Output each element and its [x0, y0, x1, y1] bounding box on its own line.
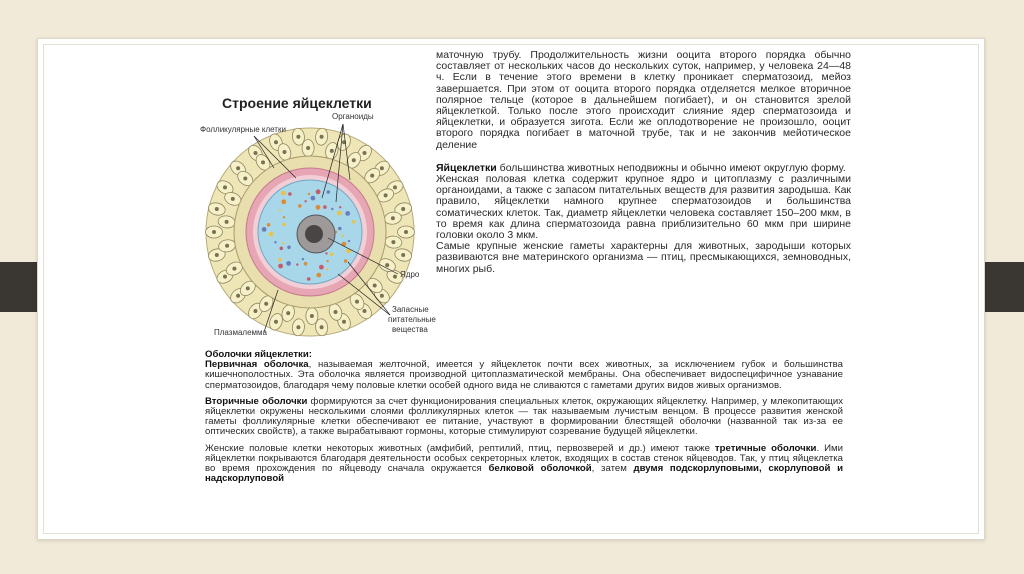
- yolk-granule: [326, 260, 328, 262]
- label-organoids: Органоиды: [332, 112, 374, 121]
- yolk-granule: [338, 227, 342, 231]
- follicle-cell-nucleus: [306, 146, 310, 150]
- yolk-granule: [286, 261, 291, 266]
- follicle-cell-nucleus: [352, 158, 356, 162]
- follicle-cell-nucleus: [401, 207, 405, 211]
- label-nucleus: Ядро: [400, 270, 420, 279]
- yolk-granule: [330, 252, 334, 256]
- yolk-granule: [342, 235, 344, 237]
- secondary-membranes-text: формируются за счет функционирования специальных клеток, окружающих яйцеклетку. Например, у млекопитающих яйцеклетки окружены несколькими слоями фолликулярных клеток — так называемым лучистым венцом. В процессе развития женской гаметы фолликулярные клетки обеспечивают ее питание, участвуют в формировании блестящей оболочки (названной так из-за ее оптических свойств), а также вырабатывают гормоны, которые стимулируют созревание будущей яйцеклетки.: [205, 395, 843, 438]
- yolk-granule: [352, 220, 356, 224]
- follicle-cell-nucleus: [385, 263, 389, 267]
- follicle-cell-nucleus: [223, 185, 227, 189]
- egg-cell-diagram: [178, 50, 436, 350]
- term-protein-membrane: белковой оболочкой: [488, 463, 592, 475]
- follicle-cell-nucleus: [380, 294, 384, 298]
- primary-membrane-text: , называемая желточной, имеется у яйцеклеток почти всех животных, за исключением губок и большинства кишечнополостных. Эта оболочка является производной цитоплазматической мембраны. Она обеспечивает видоспецифичное узнавание сперматозоидов, благодаря чему половые клетки особей одного вида не сливаются с гаметами других видов живых организмов.: [205, 359, 843, 391]
- follicle-cell-nucleus: [286, 311, 290, 315]
- tertiary-mid2-text: , затем: [591, 463, 634, 475]
- paragraph-large-gametes: Самые крупные женские гаметы характерны для животных, зародыши которых развиваются вне материнского организма — птиц, пресмыкающихся, земноводных, многих рыб.: [436, 240, 851, 275]
- follicle-cell-nucleus: [393, 275, 397, 279]
- yolk-granule: [319, 265, 324, 270]
- paragraph-secondary-membranes: [205, 397, 843, 438]
- follicle-cell-nucleus: [231, 197, 235, 201]
- yolk-granule: [307, 277, 311, 281]
- follicle-cell-nucleus: [254, 151, 258, 155]
- yolk-granule: [311, 196, 316, 201]
- yolk-granule: [278, 258, 282, 262]
- follicle-cell-nucleus: [355, 300, 359, 304]
- follicle-cell-nucleus: [215, 253, 219, 257]
- follicle-cell-nucleus: [373, 284, 377, 288]
- paragraph-primary-membrane: [205, 360, 843, 391]
- figure-title: Строение яйцеклетки: [222, 95, 372, 111]
- yolk-granule: [323, 205, 327, 209]
- follicle-cell-nucleus: [225, 220, 229, 224]
- follicle-cell-nucleus: [261, 160, 265, 164]
- textbook-page: [178, 50, 858, 512]
- follicle-cell-nucleus: [384, 193, 388, 197]
- label-plasmalemma: Плазмалемма: [214, 328, 267, 337]
- yolk-granule: [304, 200, 306, 202]
- yolk-granule: [281, 191, 286, 196]
- follicle-cell-nucleus: [330, 149, 334, 153]
- follicle-cell-nucleus: [243, 177, 247, 181]
- yolk-granule: [308, 193, 310, 195]
- follicle-cell-nucleus: [380, 166, 384, 170]
- follicle-cell-nucleus: [334, 310, 338, 314]
- follicle-cell-nucleus: [215, 207, 219, 211]
- yolk-granule: [302, 258, 304, 260]
- yolk-granule: [325, 252, 327, 254]
- paragraph-egg-intro-text: большинства животных неподвижны и обычно имеют округлую форму.: [496, 161, 846, 174]
- yolk-granule: [281, 199, 286, 204]
- yolk-granule: [282, 223, 286, 227]
- term-tertiary-membranes: третичные оболочки: [714, 442, 817, 454]
- follicle-cell-nucleus: [370, 174, 374, 178]
- yolk-granule: [283, 216, 285, 218]
- bottom-text-block: [205, 350, 843, 484]
- yolk-granule: [345, 211, 350, 216]
- yolk-granule: [279, 209, 281, 211]
- term-secondary-membranes: Вторичные оболочки: [205, 395, 308, 407]
- follicle-cell-nucleus: [236, 294, 240, 298]
- yolk-granule: [288, 192, 292, 196]
- tertiary-mid-text: . Ими яйцеклетки покрываются благодаря деятельности особых секреторных клеток, входящих в состав стенок яйцеводов. Так, у птиц яйцеклетка во время прохождения по яйцеводу сначала окружается: [205, 442, 843, 475]
- follicle-cell-nucleus: [320, 325, 324, 329]
- yolk-granule: [348, 240, 350, 242]
- yolk-granule: [342, 242, 347, 247]
- yolk-granule: [339, 206, 341, 208]
- follicle-cell-nucleus: [274, 140, 278, 144]
- yolk-granule: [267, 223, 271, 227]
- follicle-cell-nucleus: [401, 253, 405, 257]
- paragraph-oocyte: маточную трубу. Продолжительность жизни ооцита второго порядка обычно составляет от нескольких часов до нескольких суток, например, у человека 24—48 ч. Если в течение этого времени в клетку проникает сперматозоид, мейоз завершается. При этом от ооцита второго порядка отделяется мелкое вторичное полярное тельце (которое в дальнейшем погибает), и он становится зрелой яйцеклеткой. Только после этого происходит слияние ядер сперматозоида и яйцеклетки, и образуется зигота. Если же оплодотворение не произошло, ооцит второго порядка погибает в маточной трубе, так и не закончив мейотическое деление: [436, 50, 851, 151]
- follicle-cell-nucleus: [310, 314, 314, 318]
- follicle-cell-nucleus: [342, 320, 346, 324]
- yolk-granule: [326, 268, 328, 270]
- yolk-granule: [304, 262, 308, 266]
- yolk-granule: [344, 259, 348, 263]
- right-text-column: [436, 50, 851, 275]
- follicle-cell-nucleus: [254, 309, 258, 313]
- yolk-granule: [337, 211, 342, 216]
- yolk-granule: [269, 232, 274, 237]
- yolk-granule: [262, 227, 267, 232]
- label-reserve-1: Запасные: [392, 305, 429, 314]
- term-shell-membranes: двумя подскорлуповыми, скорлуповой и надскорлуповой: [205, 463, 843, 485]
- label-reserve-3: вещества: [392, 325, 428, 334]
- label-reserve-2: питательные: [388, 315, 436, 324]
- paragraph-tertiary-membranes: [205, 444, 843, 485]
- nucleolus: [305, 225, 323, 243]
- yolk-granule: [327, 190, 331, 194]
- follicle-cell-nucleus: [264, 302, 268, 306]
- yolk-granule: [278, 264, 283, 269]
- membranes-heading-text: Оболочки яйцеклетки:: [205, 349, 312, 360]
- yolk-granule: [274, 241, 276, 243]
- follicle-cell-nucleus: [363, 151, 367, 155]
- yolk-granule: [280, 247, 284, 251]
- follicle-cell-nucleus: [404, 230, 408, 234]
- yolk-granule: [316, 205, 321, 210]
- term-egg: Яйцеклетки: [436, 161, 497, 174]
- follicle-cell-nucleus: [363, 309, 367, 313]
- follicle-cell-nucleus: [391, 240, 395, 244]
- follicle-cell-nucleus: [296, 135, 300, 139]
- paragraph-egg-structure: Женская половая клетка содержит крупное ядро и цитоплазму с различными органоидами, а также с запасом питательных веществ для развития зародыша. Как правило, яйцеклетки намного крупнее сперматозоидов и большинства соматических клеток. Так, диаметр яйцеклетки человека составляет 150–200 мкм, в то время как длина сперматозоида равна приблизительно 60 мкм при ширине головки около 3 мкм.: [436, 173, 851, 242]
- yolk-granule: [331, 208, 333, 210]
- follicle-cell-nucleus: [225, 244, 229, 248]
- follicle-cell-nucleus: [274, 320, 278, 324]
- yolk-granule: [296, 263, 298, 265]
- follicle-cell-nucleus: [320, 135, 324, 139]
- follicle-cell-nucleus: [391, 216, 395, 220]
- follicle-cell-nucleus: [296, 325, 300, 329]
- yolk-granule: [316, 273, 321, 278]
- tertiary-intro-text: Женские половые клетки некоторых животных (амфибий, рептилий, птиц, первозверей и др.) имеют также: [205, 442, 715, 454]
- follicle-cell-nucleus: [393, 185, 397, 189]
- follicle-cell-nucleus: [246, 286, 250, 290]
- follicle-cell-nucleus: [283, 150, 287, 154]
- yolk-granule: [316, 189, 321, 194]
- yolk-granule: [287, 246, 291, 250]
- term-primary-membrane: Первичная оболочка: [205, 359, 309, 371]
- follicle-cell-nucleus: [212, 230, 216, 234]
- yolk-granule: [298, 204, 302, 208]
- label-follicle-cells: Фолликулярные клетки: [200, 125, 286, 134]
- follicle-cell-nucleus: [236, 166, 240, 170]
- yolk-granule: [282, 242, 284, 244]
- follicle-cell-nucleus: [223, 275, 227, 279]
- follicle-cell-nucleus: [232, 267, 236, 271]
